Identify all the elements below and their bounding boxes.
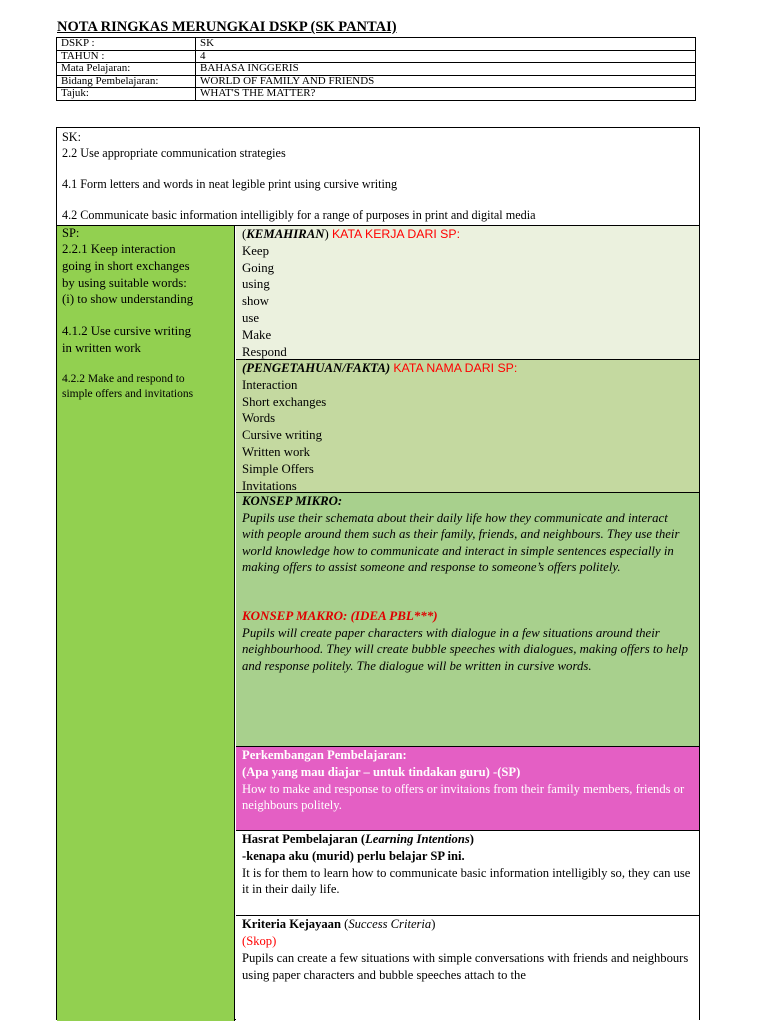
sp-line: 4.1.2 Use cursive writing — [62, 324, 192, 339]
info-value: BAHASA INGGERIS — [196, 63, 696, 76]
verb-item: Keep — [242, 243, 269, 258]
info-value: WORLD OF FAMILY AND FRIENDS — [196, 75, 696, 88]
kriteria-title-b: ( — [340, 917, 349, 931]
kriteria-title-d: ) — [431, 917, 436, 931]
table-row — [57, 50, 696, 63]
sp-line: 4.2.2 Make and respond to — [62, 372, 185, 385]
sk-section — [57, 128, 699, 226]
pengetahuan-heading — [242, 360, 693, 377]
sp-line: simple offers and invitations — [62, 388, 194, 401]
kriteria-cell — [236, 916, 699, 1021]
sk-item: 4.1 Form letters and words in neat legible print using cursive writing — [62, 176, 398, 191]
noun-item: Interaction — [242, 377, 298, 392]
kemahiran-heading: (KEMAHIRAN) KATA KERJA DARI SP: — [242, 227, 460, 241]
hasrat-title — [242, 831, 693, 848]
sp-line: in written work — [62, 340, 141, 355]
kemahiran-subtitle: KATA KERJA DARI SP: — [331, 227, 460, 241]
konsep-mikro-title: KONSEP MIKRO: — [242, 494, 343, 508]
dskp-main-table — [56, 127, 700, 1020]
perkembangan-subtitle: (Apa yang mau diajar – untuk tindakan guru) -(SP) — [242, 764, 521, 779]
info-label: DSKP : — [57, 38, 196, 51]
table-row — [57, 75, 696, 88]
sp-line: going in short exchanges — [62, 258, 190, 273]
kemahiran-label: KEMAHIRAN — [246, 227, 325, 241]
kemahiran-cell — [236, 226, 699, 360]
page-title: NOTA RINGKAS MERUNGKAI DSKP (SK PANTAI) — [57, 19, 397, 35]
konsep-makro-text: Pupils will create paper characters with dialogue in a few situations around their neighbourhood. They will create bubble speeches with dialogues, making offers to help and response politely. The dialogue will be written in cursive words. — [242, 625, 689, 673]
hasrat-title-c: ) — [469, 832, 474, 846]
table-row — [57, 38, 696, 51]
hasrat-title-a: Hasrat Pembelajaran ( — [242, 832, 366, 846]
noun-item: Simple Offers — [242, 461, 314, 476]
pengetahuan-subtitle: KATA NAMA DARI SP: — [393, 361, 518, 375]
hasrat-cell — [236, 831, 699, 916]
kriteria-title-c: Success Criteria — [348, 917, 432, 931]
info-label: Tajuk: — [57, 88, 196, 101]
kriteria-skop: (Skop) — [242, 934, 277, 948]
kriteria-text: Pupils can create a few situations with simple conversations with friends and neighbours using paper characters and bubble speeches attach to the — [242, 951, 689, 982]
table-row — [57, 88, 696, 101]
sp-line: 2.2.1 Keep interaction — [62, 242, 176, 256]
verb-item: use — [242, 310, 260, 325]
verb-item: Make — [242, 327, 272, 342]
noun-item: Written work — [242, 444, 311, 459]
sp-line: by using suitable words: — [62, 275, 187, 290]
verb-item: Respond — [242, 344, 287, 359]
hasrat-subtitle: -kenapa aku (murid) perlu belajar SP ini. — [242, 848, 465, 863]
verb-item: show — [242, 294, 270, 309]
table-row — [57, 63, 696, 76]
sp-column — [57, 226, 235, 1021]
noun-item: Short exchanges — [242, 394, 327, 409]
info-value: SK — [196, 38, 696, 51]
info-table — [56, 37, 696, 101]
hasrat-title-b: Learning Intentions — [365, 832, 470, 846]
konsep-makro-title: KONSEP MAKRO: (IDEA PBL***) — [242, 607, 438, 623]
perkembangan-title: Perkembangan Pembelajaran: — [242, 748, 407, 762]
info-value: 4 — [196, 50, 696, 63]
konsep-mikro-text: Pupils use their schemata about their daily life how they communicate and interact with people around them such as their family, friends, and neighbours. They use their world knowledge how to communicate and interact in simple sentences especially in making offers to assist someone and response to someone’s offers politely. — [242, 510, 680, 575]
noun-item: Words — [242, 411, 276, 426]
perkembangan-cell — [236, 747, 699, 831]
hasrat-text: It is for them to learn how to communicate basic information intelligibly so, they can use it in their daily life. — [242, 865, 691, 897]
verb-item: using — [242, 277, 270, 292]
sp-line: (i) to show understanding — [62, 292, 194, 307]
kriteria-title — [242, 916, 693, 933]
sk-header: SK: — [62, 130, 81, 144]
konsep-cell — [236, 493, 699, 747]
info-label: Bidang Pembelajaran: — [57, 75, 196, 88]
noun-item: Invitations — [242, 478, 297, 493]
info-label: Mata Pelajaran: — [57, 63, 196, 76]
verb-item: Going — [242, 260, 274, 275]
perkembangan-text: How to make and response to offers or invitaions from their family members, friends or neighbours politely. — [242, 781, 685, 813]
noun-item: Cursive writing — [242, 428, 322, 443]
pengetahuan-cell — [236, 360, 699, 493]
sk-item: 4.2 Communicate basic information intelligibly for a range of purposes in print and digital media — [62, 207, 536, 222]
kriteria-title-a: Kriteria Kejayaan — [242, 917, 341, 931]
sk-item: 2.2 Use appropriate communication strategies — [62, 145, 286, 160]
info-label: TAHUN : — [57, 50, 196, 63]
sp-header: SP: — [62, 226, 80, 240]
info-value: WHAT'S THE MATTER? — [196, 88, 696, 101]
pengetahuan-label: (PENGETAHUAN/FAKTA) — [242, 361, 391, 375]
